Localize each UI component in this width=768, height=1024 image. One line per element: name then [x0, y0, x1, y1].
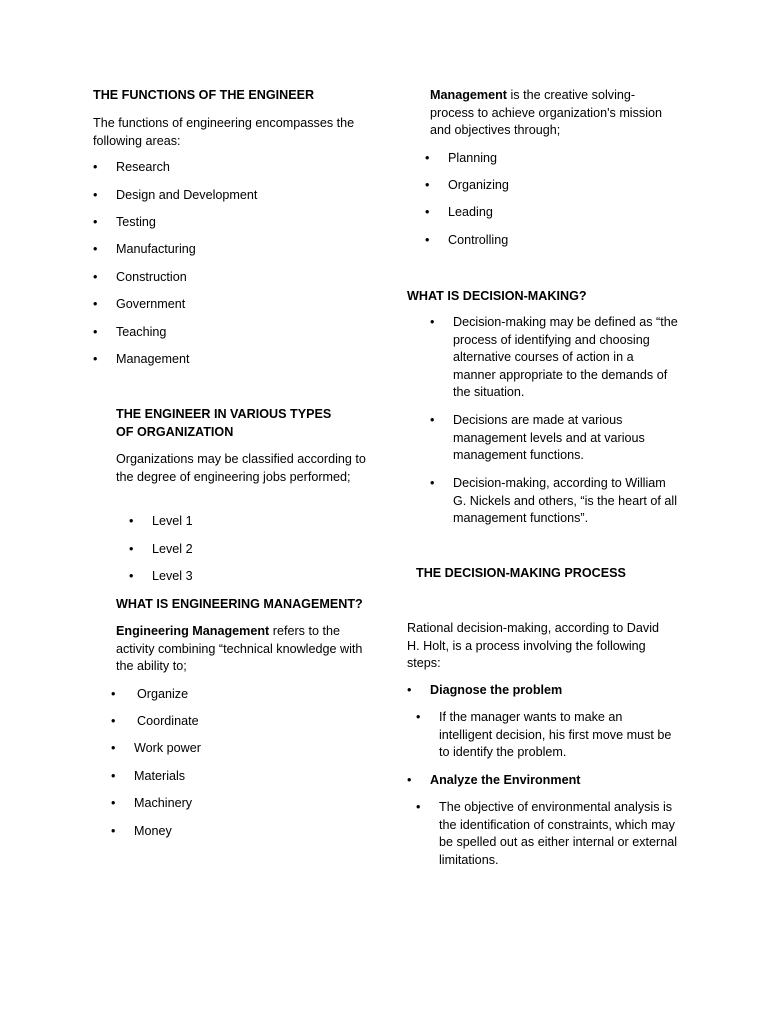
bullet: •: [111, 687, 116, 701]
list-item: Teaching: [116, 325, 167, 339]
list-item: Level 1: [152, 514, 193, 528]
bullet: •: [111, 824, 116, 838]
organization-intro: Organizations may be classified according to the degree of engineering jobs performed;: [116, 452, 366, 484]
list-item: Coordinate: [137, 714, 199, 728]
list-item: Level 3: [152, 569, 193, 583]
list-item: Government: [116, 297, 186, 311]
list-item: Decision-making, according to William G. Nickels and others, “is the heart of all management functions”.: [453, 476, 677, 526]
list-item: Decision-making may be defined as “the process of identifying and choosing alternative courses of action in a manner appropriate to the demands of the situation.: [453, 315, 678, 400]
step-diagnose-detail: If the manager wants to make an intelligent decision, his first move must be to identify the problem.: [439, 710, 672, 760]
bullet: •: [430, 315, 435, 329]
list-item: Controlling: [448, 233, 509, 247]
process-intro: Rational decision-making, according to David H. Holt, is a process involving the following steps:: [407, 621, 660, 671]
list-item: Planning: [448, 151, 498, 165]
bullet: •: [129, 569, 134, 583]
eng-mgmt-heading: WHAT IS ENGINEERING MANAGEMENT?: [116, 597, 363, 611]
bullet: •: [93, 160, 98, 174]
bullet: •: [93, 270, 98, 284]
functions-intro: The functions of engineering encompasses the following areas:: [93, 116, 355, 148]
bullet: •: [416, 800, 421, 814]
eng-mgmt-text: refers to the activity combining “technical knowledge with the ability to;: [116, 624, 363, 674]
list-item: Manufacturing: [116, 242, 196, 256]
list-item: Research: [116, 160, 170, 174]
organization-heading: THE ENGINEER IN VARIOUS TYPES OF ORGANIZATION: [116, 407, 332, 439]
list-item: Organize: [137, 687, 189, 701]
bullet: •: [430, 413, 435, 427]
list-item: Machinery: [134, 796, 193, 810]
list-item: Leading: [448, 205, 493, 219]
bullet: •: [93, 215, 98, 229]
bullet: •: [93, 242, 98, 256]
step-analyze-detail: The objective of environmental analysis is the identification of constraints, which may be spelled out as either internal or external limitations.: [439, 800, 678, 867]
list-item: Construction: [116, 270, 187, 284]
management-term: Management: [430, 88, 507, 102]
list-item: Level 2: [152, 542, 193, 556]
bullet: •: [111, 741, 116, 755]
bullet: •: [111, 714, 116, 728]
list-item: Money: [134, 824, 172, 838]
list-item: Management: [116, 352, 190, 366]
bullet: •: [425, 233, 430, 247]
list-item: Organizing: [448, 178, 509, 192]
bullet: •: [93, 325, 98, 339]
bullet: •: [93, 188, 98, 202]
bullet: •: [425, 151, 430, 165]
eng-mgmt-term: Engineering Management: [116, 624, 270, 638]
bullet: •: [129, 514, 134, 528]
bullet: •: [430, 476, 435, 490]
step-analyze: Analyze the Environment: [430, 773, 581, 787]
bullet: •: [111, 769, 116, 783]
list-item: Work power: [134, 741, 201, 755]
bullet: •: [425, 178, 430, 192]
bullet: •: [93, 297, 98, 311]
eng-mgmt-definition: [116, 623, 366, 676]
management-definition: [430, 87, 676, 140]
list-item: Decisions are made at various management levels and at various management functions.: [453, 413, 645, 463]
bullet: •: [416, 710, 421, 724]
step-diagnose: Diagnose the problem: [430, 683, 563, 697]
process-heading: THE DECISION-MAKING PROCESS: [416, 566, 626, 580]
list-item: Testing: [116, 215, 156, 229]
management-text: is the creative solving-process to achieve organization's mission and objectives through;: [430, 88, 663, 138]
decision-heading: WHAT IS DECISION-MAKING?: [407, 289, 587, 303]
bullet: •: [425, 205, 430, 219]
list-item: Design and Development: [116, 188, 258, 202]
bullet: •: [407, 683, 412, 697]
bullet: •: [111, 796, 116, 810]
bullet: •: [93, 352, 98, 366]
functions-heading: THE FUNCTIONS OF THE ENGINEER: [93, 88, 315, 102]
list-item: Materials: [134, 769, 186, 783]
bullet: •: [407, 773, 412, 787]
bullet: •: [129, 542, 134, 556]
